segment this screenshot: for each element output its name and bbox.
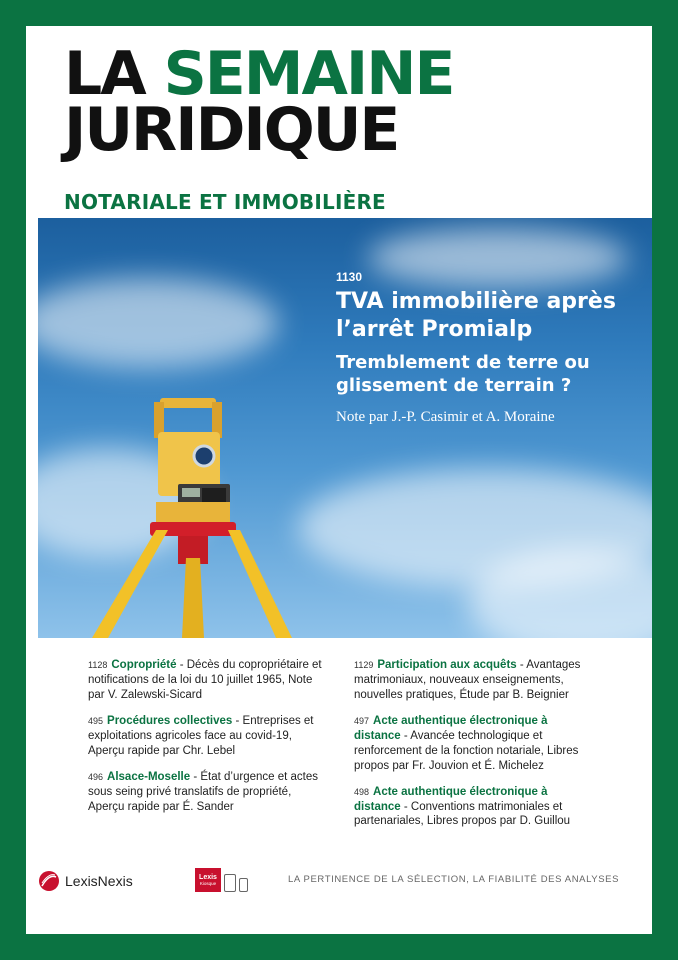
cloud xyxy=(38,278,278,368)
masthead-juridique: JURIDIQUE xyxy=(64,95,399,165)
hero-article-author: Note par J.-P. Casimir et A. Moraine xyxy=(336,409,555,426)
lexisnexis-brand-name: LexisNexis xyxy=(65,873,133,889)
hero-article-subtitle: Tremblement de terre ou glissement de terrain ? xyxy=(336,352,590,397)
total-station-tripod-icon xyxy=(78,398,298,638)
footer-tagline: LA PERTINENCE DE LA SÉLECTION, LA FIABILITÉ DES ANALYSES xyxy=(288,874,620,885)
contents-item: 497 Acte authentique électronique à distance - Avancée technologique et renforcement de la fonction notariale, Libres propos par Fr. Jouvion et É. Michelez xyxy=(354,714,579,772)
contents-item: 498 Acte authentique électronique à distance - Conventions matrimoniales et partenariales, Libres propos par D. Guillou xyxy=(354,785,571,828)
phone-icon xyxy=(239,878,248,892)
publication-subtitle: NOTARIALE ET IMMOBILIÈRE xyxy=(64,190,386,214)
cover-footer xyxy=(38,868,620,892)
contents-left-column xyxy=(88,658,328,825)
contents-item: 1128 Copropriété - Décès du copropriétaire et notifications de la loi du 10 juillet 1965, Note par V. Zalewski-Sicard xyxy=(88,659,322,701)
contents-right-column xyxy=(354,658,594,840)
contents-item: 1129 Participation aux acquêts - Avantages matrimoniaux, nouveaux enseignements, nouvelles pratiques, Étude par B. Beignier xyxy=(354,659,581,701)
lexis-kiosque-badge xyxy=(195,868,248,892)
masthead-la: LA xyxy=(64,39,164,109)
masthead xyxy=(64,39,454,165)
hero-photo xyxy=(38,218,652,638)
tablet-icon xyxy=(224,874,236,892)
kiosque-logo: Lexis Kiosque xyxy=(195,868,221,892)
masthead-semaine: SEMAINE xyxy=(163,39,454,109)
hero-article xyxy=(336,270,636,426)
contents-item: 496 Alsace-Moselle - État d’urgence et actes sous seing privé translatifs de propriété, Aperçu rapide par É. Sander xyxy=(88,770,318,813)
contents-item: 495 Procédures collectives - Entreprises et exploitations agricoles face au covid-19, Aperçu rapide par Chr. Lebel xyxy=(88,714,314,757)
hero-article-title: TVA immobilière après l’arrêt Promialp xyxy=(336,289,616,342)
lexisnexis-logo xyxy=(38,870,133,892)
lexisnexis-logo-icon xyxy=(38,870,60,892)
hero-article-number: 1130 xyxy=(336,270,363,284)
